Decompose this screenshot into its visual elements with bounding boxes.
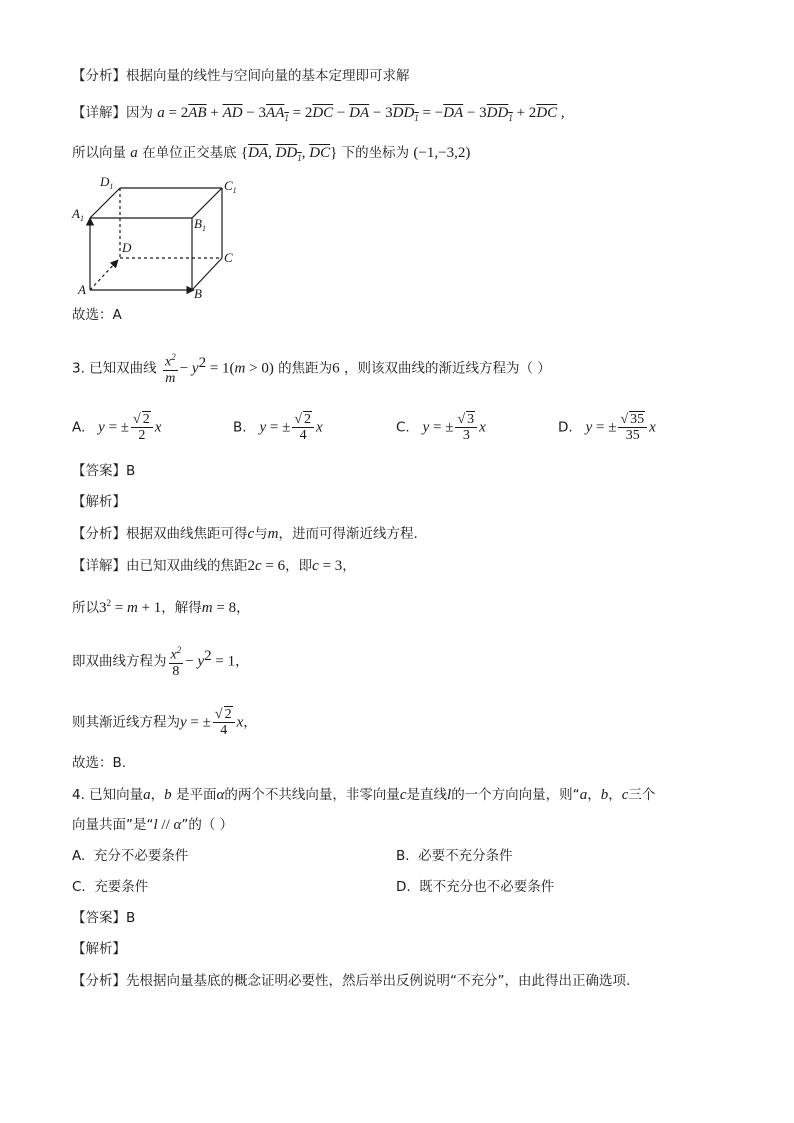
question-4-stem-line2: 向量共面”是“l // α”的（ ）: [72, 817, 234, 833]
detail-line-1: 【详解】因为 $a = 2\overline{AB} + \overline{AD} - 3AA_1 = 2\overline{DC} - \overline{DA} - 3DD_1 = -\overline{DA} - 3DD_1 + 2\overline{DC}$ ,: [72, 105, 565, 123]
q3-asymptote: 则其渐近线方程为y = ± $\frac{√ 2}{4}$ x，: [72, 707, 257, 738]
answer-choice-1: 故选：A: [72, 307, 122, 323]
q3-option-c[interactable]: C. y = ± $\frac{√ 3}{3}$ x: [396, 412, 486, 443]
q4-answer: 【答案】B: [72, 910, 136, 926]
label-B1: $B_1$: [194, 216, 206, 233]
analysis-line-1: 【分析】根据向量的线性与空间向量的基本定理即可求解: [72, 68, 410, 84]
q4-jiexi: 【解析】: [72, 941, 126, 957]
label-A1: $A_1$: [72, 206, 84, 223]
q4-option-c[interactable]: C. 充要条件: [72, 879, 149, 895]
conclusion-line-1: 所以向量 a 在单位正交基底 {$\overline{DA}$, $DD_1$, $\overline{DC}$} 下的坐标为 (−1,−3,2): [72, 145, 471, 163]
label-A: A: [78, 282, 86, 297]
q3-answer: 【答案】B: [72, 463, 136, 479]
q3-option-a[interactable]: A. y = ± $\frac{√ 2}{2}$ x: [72, 412, 162, 443]
label-D1: $D_1$: [100, 174, 114, 191]
q3-option-b[interactable]: B. y = ± $\frac{√ 2}{4}$ x: [233, 412, 323, 443]
q4-option-b[interactable]: B. 必要不充分条件: [396, 848, 513, 864]
q3-therefore: 所以$3^2 = m + 1$，解得m = 8，: [72, 598, 250, 616]
question-4-stem-line1: 4. 已知向量a，b 是平面α的两个不共线向量，非零向量c是直线l的一个方向向量，则“a，b，c三个: [72, 787, 656, 803]
label-D: D: [122, 240, 132, 255]
cube-diagram: [70, 172, 250, 302]
label-C: C: [224, 250, 233, 265]
label-B: B: [194, 286, 202, 301]
q4-option-d[interactable]: D. 既不充分也不必要条件: [396, 879, 555, 895]
q3-detail: 【详解】由已知双曲线的焦距2c = 6，即c = 3，: [72, 558, 356, 574]
label-C1: $C_1$: [224, 178, 237, 195]
q3-analysis: 【分析】根据双曲线焦距可得c与m，进而可得渐近线方程.: [72, 526, 418, 542]
q4-option-a[interactable]: A. 充分不必要条件: [72, 848, 189, 864]
q3-jiexi: 【解析】: [72, 494, 126, 510]
question-3-stem: 3. 已知双曲线 $\frac{x^2}{m}$ − $y^2 = 1(m > 0)$ 的焦距为6 ，则该双曲线的渐近线方程为（ ）: [72, 352, 551, 386]
q3-option-d[interactable]: D. y = ± $\frac{√ 35}{35}$ x: [558, 412, 656, 443]
q4-analysis: 【分析】先根据向量基底的概念证明必要性，然后举出反例说明“不充分”，由此得出正确选项.: [72, 973, 631, 989]
q3-choice: 故选：B.: [72, 755, 127, 771]
q3-hyperbola-eq: 即双曲线方程为 $\frac{x^2}{8}$ − $y^2 = 1$，: [72, 645, 249, 679]
